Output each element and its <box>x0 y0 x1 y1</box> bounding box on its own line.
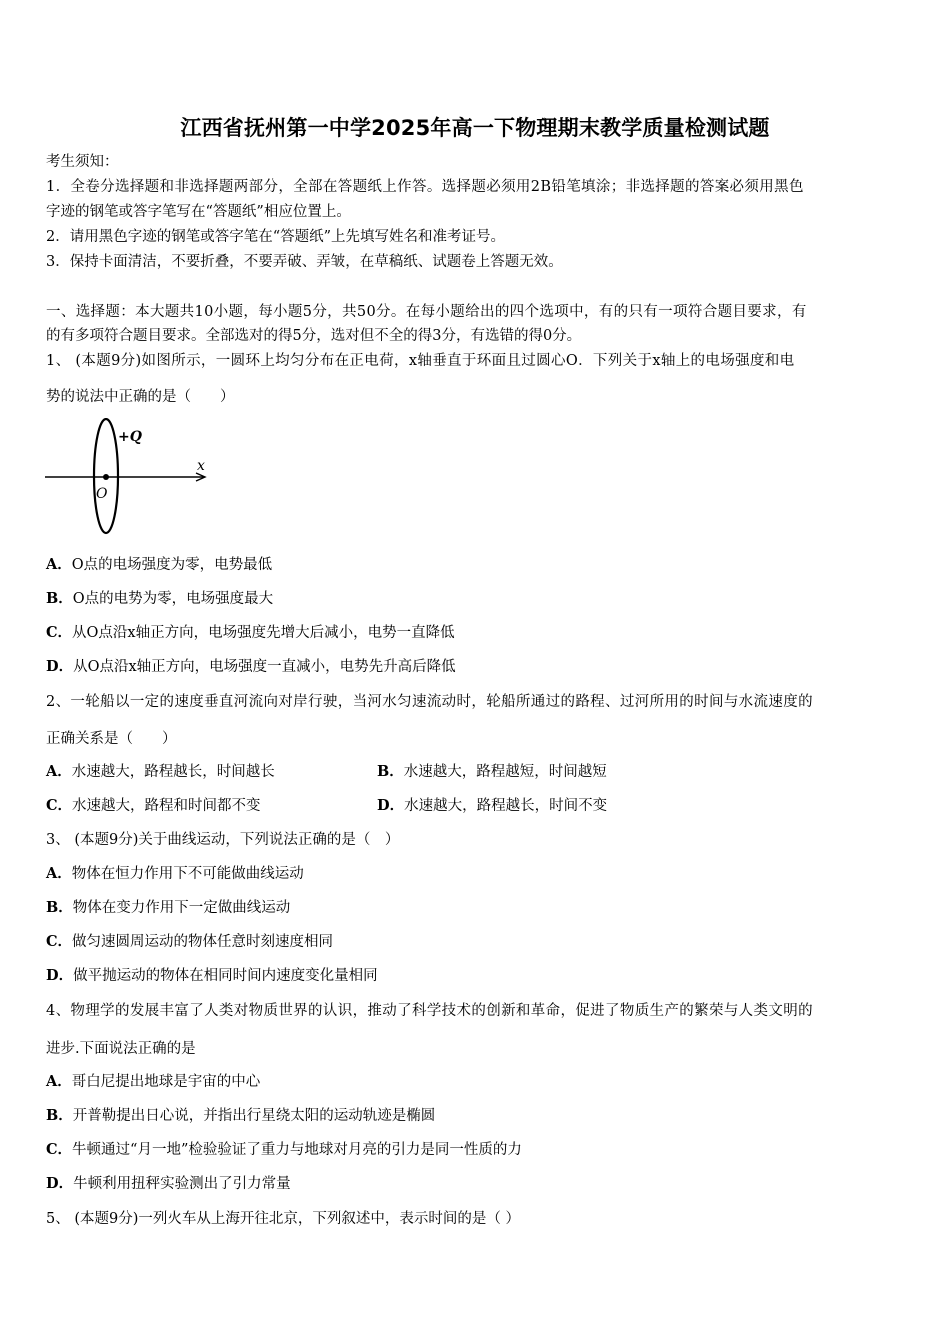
option-row <box>46 589 273 609</box>
option-row <box>46 555 272 575</box>
option-cell <box>377 796 607 816</box>
option-label: D． <box>46 658 74 675</box>
option-text: O点的电势为零，电场强度最大 <box>72 591 274 607</box>
page-title: 江西省抚州第一中学2025年高一下物理期末教学质量检测试题 <box>180 116 770 140</box>
option-label: D． <box>46 1175 74 1192</box>
option-label: C． <box>46 933 73 950</box>
option-label: C． <box>46 624 73 641</box>
option-text: 做匀速圆周运动的物体任意时刻速度相同 <box>72 934 334 950</box>
option-label: A． <box>46 1073 72 1090</box>
option-text: 从O点沿x轴正方向，电场强度一直减小，电势先升高后降低 <box>73 659 456 675</box>
ring-charge-figure <box>44 418 214 540</box>
option-row <box>46 864 304 884</box>
notice-item: 1．全卷分选择题和非选择题两部分，全部在答题纸上作答。选择题必须用2B铅笔填涂；非选择题的答案必须用黑色 <box>46 179 804 195</box>
option-label: C． <box>46 1141 73 1158</box>
option-label: C． <box>46 797 73 814</box>
option-label: B． <box>46 590 73 607</box>
question-5-stem: 5、 (本题9分)一列火车从上海开往北京，下列叙述中，表示时间的是（ ） <box>46 1211 520 1227</box>
option-text: 牛顿利用扭秤实验测出了引力常量 <box>73 1176 291 1192</box>
option-text: 水速越大，路程和时间都不变 <box>72 798 261 814</box>
notice-heading: 考生须知： <box>46 154 119 170</box>
option-text: 开普勒提出日心说，并指出行星绕太阳的运动轨迹是椭圆 <box>72 1108 436 1124</box>
section-heading: 一、选择题：本大题共10小题，每小题5分，共50分。在每小题给出的四个选项中，有的只有一项符合题目要求，有 <box>46 304 807 320</box>
option-text: 水速越大，路程越长，时间不变 <box>404 798 608 814</box>
notice-item: 字迹的钢笔或答字笔写在“答题纸”相应位置上。 <box>46 204 351 220</box>
option-row <box>46 657 456 677</box>
option-label: D． <box>46 967 74 984</box>
option-text: 从O点沿x轴正方向，电场强度先增大后减小，电势一直降低 <box>72 625 455 641</box>
option-label: A． <box>46 865 72 882</box>
question-1-stem-cont: 势的说法中正确的是（ ） <box>46 389 235 405</box>
option-text: 水速越大，路程越长，时间越长 <box>71 764 275 780</box>
option-row <box>46 966 378 986</box>
origin-label: O <box>96 486 108 502</box>
question-4-stem-cont: 进步.下面说法正确的是 <box>46 1041 196 1057</box>
charge-label: +Q <box>118 429 142 445</box>
option-row <box>46 932 333 952</box>
option-row <box>46 1140 522 1160</box>
option-text: O点的电场强度为零，电势最低 <box>71 557 273 573</box>
option-text: 物体在恒力作用下不可能做曲线运动 <box>71 866 304 882</box>
option-row <box>46 898 290 918</box>
option-row <box>46 623 455 643</box>
option-text: 水速越大，路程越短，时间越短 <box>403 764 607 780</box>
x-axis-label: x <box>197 458 205 474</box>
question-1-stem: 1、 (本题9分)如图所示，一圆环上均匀分布在正电荷，x轴垂直于环面且过圆心O．下列关于x轴上的电场强度和电 <box>46 353 795 369</box>
option-label: D． <box>377 797 405 814</box>
option-text: 做平抛运动的物体在相同时间内速度变化量相同 <box>73 968 378 984</box>
question-2-stem: 2、一轮船以一定的速度垂直河流向对岸行驶，当河水匀速流动时，轮船所通过的路程、过河所用的时间与水流速度的 <box>46 694 813 710</box>
section-instructions: 的有多项符合题目要求。全部选对的得5分，选对但不全的得3分，有选错的得0分。 <box>46 328 582 344</box>
option-label: B． <box>377 763 404 780</box>
option-label: B． <box>46 1107 73 1124</box>
center-point <box>103 474 109 480</box>
notice-item: 3．保持卡面清洁，不要折叠，不要弄破、弄皱，在草稿纸、试题卷上答题无效。 <box>46 254 563 270</box>
option-text: 哥白尼提出地球是宇宙的中心 <box>71 1074 261 1090</box>
question-2-stem-cont: 正确关系是（ ） <box>46 731 177 747</box>
question-4-stem: 4、物理学的发展丰富了人类对物质世界的认识，推动了科学技术的创新和革命，促进了物质生产的繁荣与人类文明的 <box>46 1003 813 1019</box>
notice-item: 2．请用黑色字迹的钢笔或答字笔在“答题纸”上先填写姓名和准考证号。 <box>46 229 506 245</box>
question-3-stem: 3、 (本题9分)关于曲线运动，下列说法正确的是（ ） <box>46 832 400 848</box>
option-row <box>46 1174 291 1194</box>
option-row <box>46 796 906 816</box>
option-row <box>46 762 906 782</box>
option-label: B． <box>46 899 73 916</box>
option-cell <box>377 762 607 782</box>
option-text: 物体在变力作用下一定做曲线运动 <box>72 900 291 916</box>
option-label: A． <box>46 556 72 573</box>
option-text: 牛顿通过“月一地”检验验证了重力与地球对月亮的引力是同一性质的力 <box>72 1142 522 1158</box>
option-label: A． <box>46 763 72 780</box>
option-row <box>46 1072 260 1092</box>
option-row <box>46 1106 435 1126</box>
